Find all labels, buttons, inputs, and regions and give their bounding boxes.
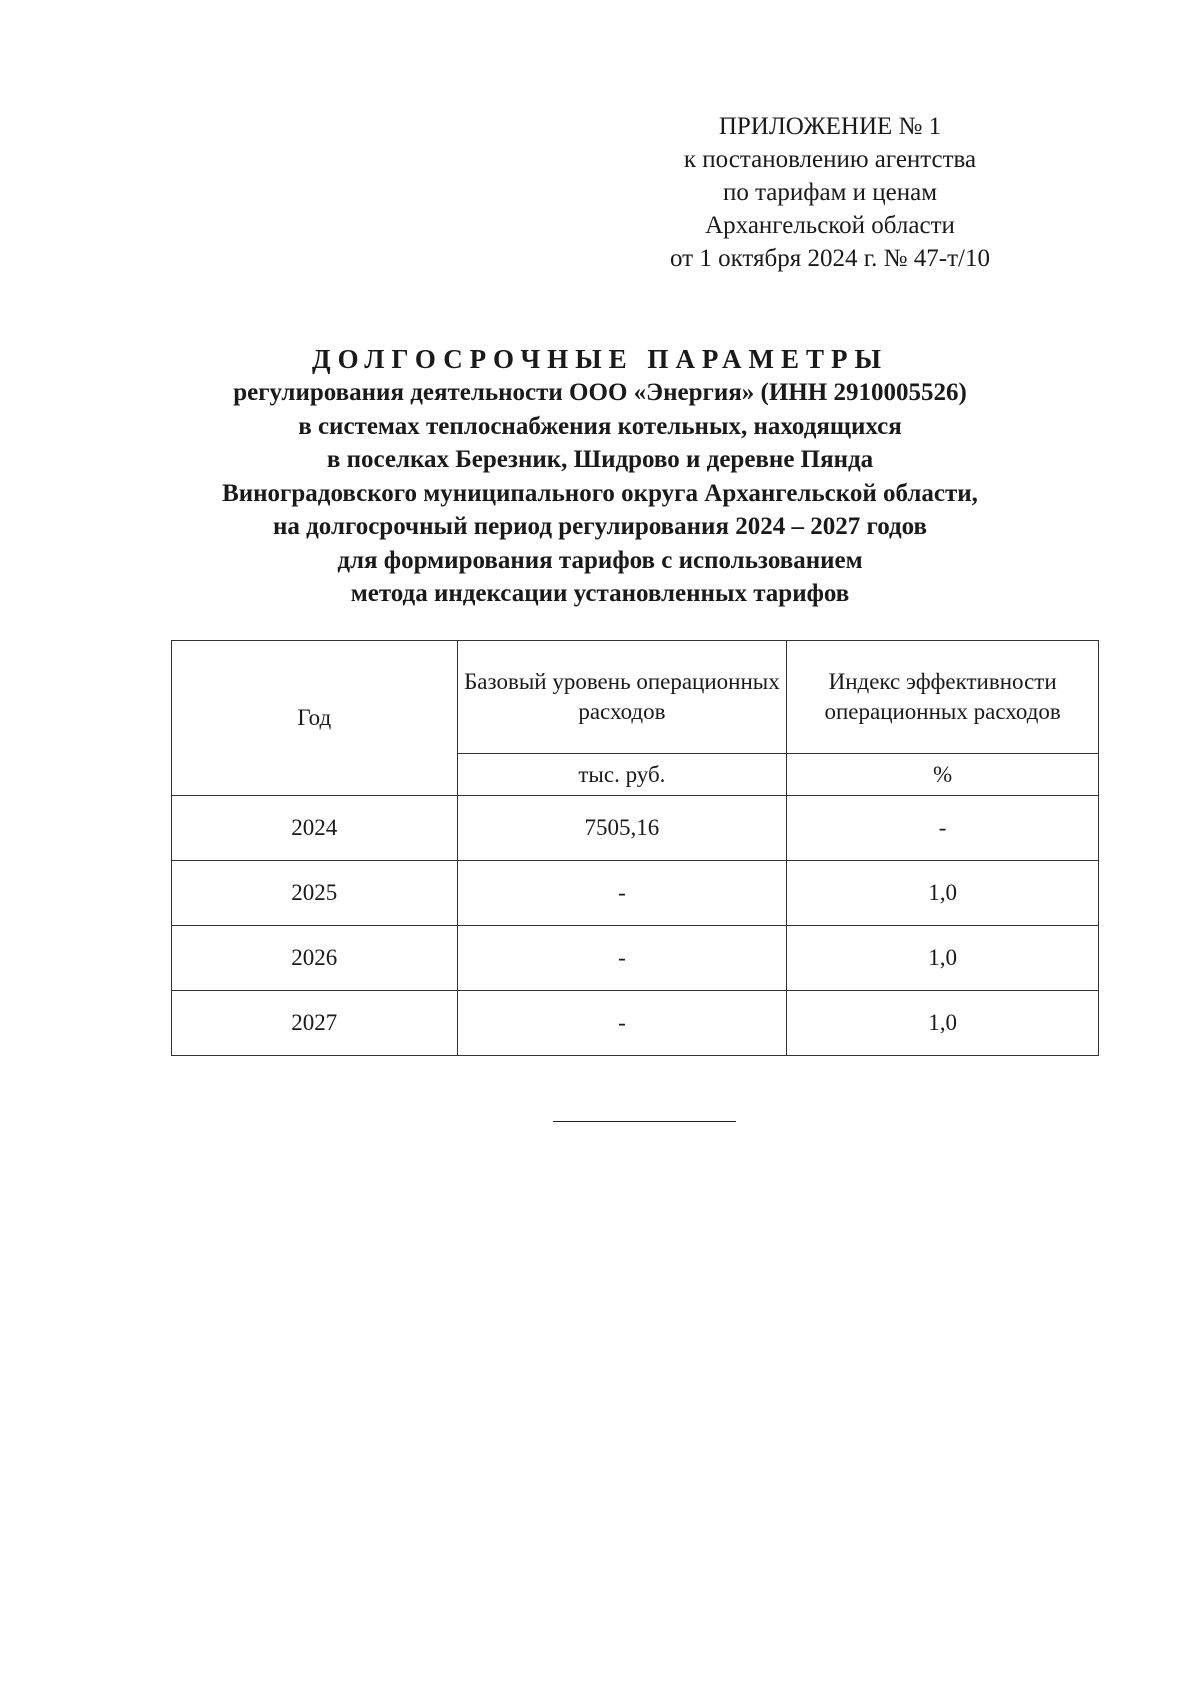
cell-base-level: 7505,16 [457,796,787,861]
heading-line: в поселках Березник, Шидрово и деревне Пянда [326,446,874,473]
table-header-row [172,641,1099,754]
table-row [172,796,1099,861]
appendix-date-number: от 1 октября 2024 г. № 47-т/10 [670,245,990,272]
table-row [172,861,1099,926]
appendix-title: ПРИЛОЖЕНИЕ № 1 [718,113,942,140]
cell-base-level: - [457,991,787,1056]
heading-line: метода индексации установленных тарифов [350,580,850,607]
heading-line: в системах теплоснабжения котельных, находящихся [298,412,902,440]
header-efficiency-index: Индекс эффективности операционных расходов [787,641,1099,754]
appendix-block [620,110,1040,275]
heading-line: регулирования деятельности ООО «Энергия» (ИНН 2910005526) [233,379,967,406]
cell-year: 2026 [172,926,458,991]
cell-efficiency-index: - [787,796,1099,861]
cell-base-level: - [457,926,787,991]
heading-line: для формирования тарифов с использованием [337,546,863,574]
cell-efficiency-index: 1,0 [787,926,1099,991]
cell-efficiency-index: 1,0 [787,861,1099,926]
table-row [172,926,1099,991]
parameters-table [171,640,1099,1056]
header-year: Год [172,641,458,796]
unit-efficiency-index: % [787,754,1099,796]
table-row [172,991,1099,1056]
cell-efficiency-index: 1,0 [787,991,1099,1056]
cell-base-level: - [457,861,787,926]
heading-line: на долгосрочный период регулирования 2024 – 2027 годов [272,513,928,540]
unit-base-level: тыс. руб. [457,754,787,796]
appendix-line: к постановлению агентства [683,146,977,173]
appendix-line: по тарифам и ценам [722,179,938,206]
end-divider-line [553,1121,736,1122]
cell-year: 2027 [172,991,458,1056]
cell-year: 2025 [172,861,458,926]
heading-line: Виноградовского муниципального округа Архангельской области, [222,479,978,507]
header-base-level: Базовый уровень операционных расходов [457,641,787,754]
document-title: ДОЛГОСРОЧНЫЕ ПАРАМЕТРЫ [312,344,888,374]
document-heading [100,342,1100,611]
appendix-line: Архангельской области [705,212,955,239]
cell-year: 2024 [172,796,458,861]
